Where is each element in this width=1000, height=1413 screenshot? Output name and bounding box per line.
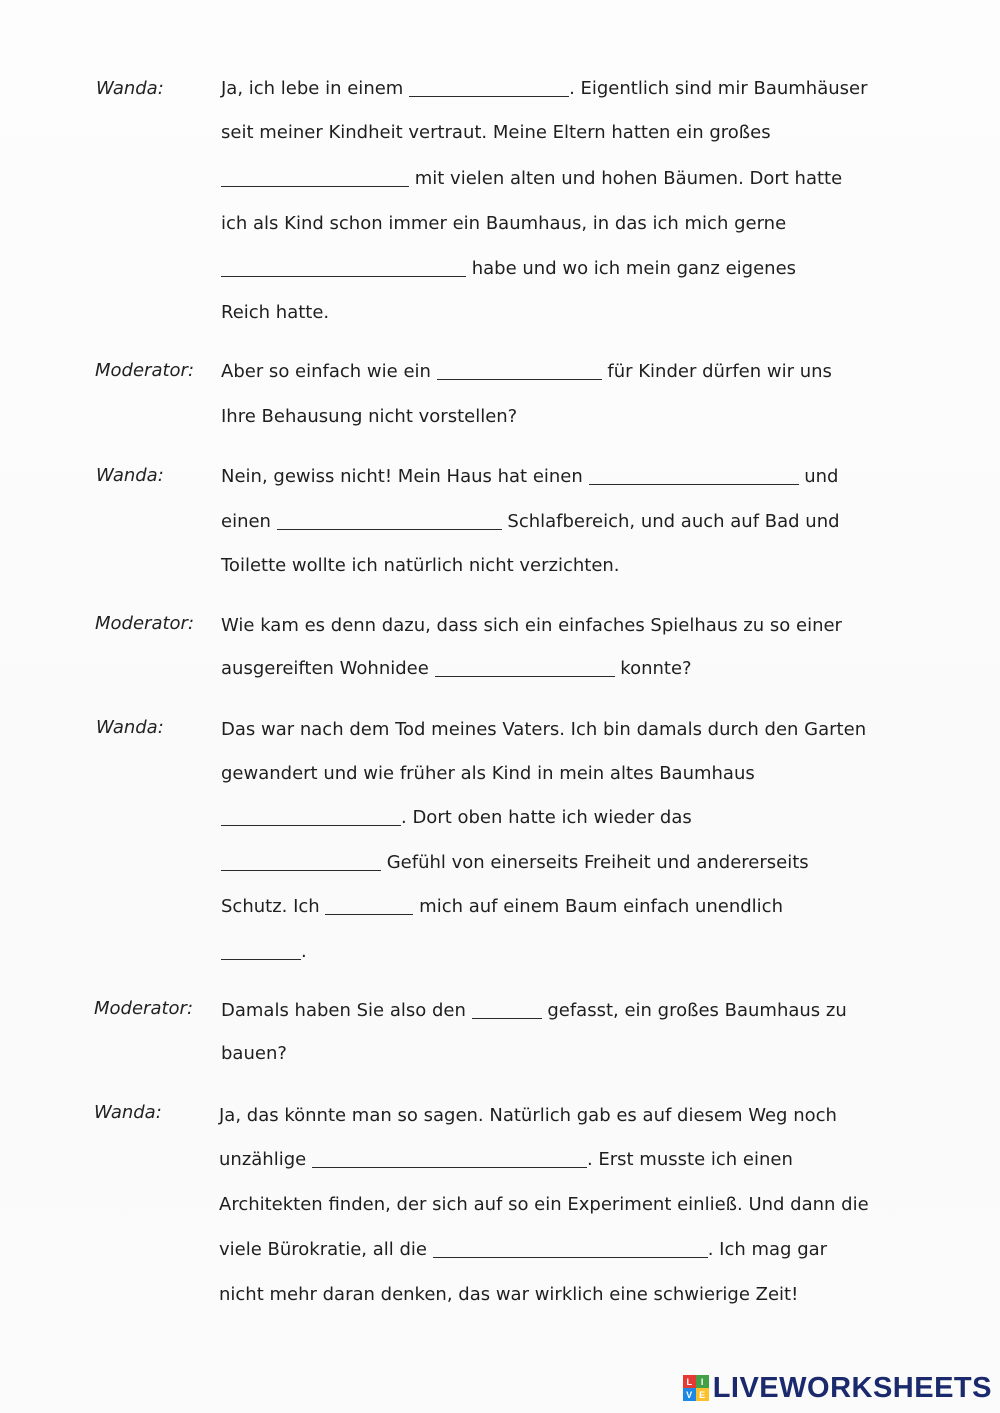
answer-blank[interactable] [221, 941, 301, 960]
line-text: . Dort oben hatte ich wieder das [401, 807, 692, 828]
speaker-label: Wanda: [96, 465, 164, 486]
line-text: Architekten finden, der sich auf so ein Experiment einließ. Und dann die [219, 1194, 869, 1215]
dialogue-line [221, 405, 517, 429]
answer-blank[interactable] [435, 658, 615, 677]
answer-blank[interactable] [437, 361, 602, 380]
line-text: für Kinder dürfen wir uns [601, 361, 832, 382]
logo-letter: I [696, 1375, 709, 1388]
answer-blank[interactable] [472, 1000, 542, 1019]
dialogue-line [221, 360, 832, 384]
answer-blank[interactable] [409, 78, 569, 97]
dialogue-line [219, 1238, 827, 1262]
logo-letter: E [696, 1388, 709, 1401]
dialogue-line [219, 1283, 798, 1307]
dialogue-line [219, 1104, 837, 1128]
logo-letter: V [683, 1388, 696, 1401]
dialogue-line [221, 851, 809, 875]
line-text: und [798, 466, 839, 487]
line-text: mich auf einem Baum einfach unendlich [413, 896, 783, 917]
answer-blank[interactable] [221, 852, 381, 871]
line-text: gewandert und wie früher als Kind in mein altes Baumhaus [221, 763, 755, 784]
line-text: gefasst, ein großes Baumhaus zu [541, 1000, 847, 1021]
logo-letter: L [683, 1375, 696, 1388]
line-text: bauen? [221, 1043, 287, 1064]
answer-blank[interactable] [433, 1239, 708, 1258]
dialogue-line [221, 465, 838, 489]
line-text: unzählige [219, 1149, 312, 1170]
line-text: Ja, ich lebe in einem [221, 78, 410, 99]
dialogue-line [219, 1148, 793, 1172]
answer-blank[interactable] [589, 466, 799, 485]
dialogue-line [221, 940, 307, 964]
line-text: . Ich mag gar [707, 1239, 828, 1260]
line-text: Ja, das könnte man so sagen. Natürlich gab es auf diesem Weg noch [219, 1105, 837, 1126]
dialogue-line [221, 614, 842, 638]
line-text: . [301, 941, 307, 962]
dialogue-line [221, 895, 783, 919]
answer-blank[interactable] [221, 258, 466, 277]
line-text: habe und wo ich mein ganz eigenes [466, 258, 797, 279]
line-text: Wie kam es denn dazu, dass sich ein einfaches Spielhaus zu so einer [221, 615, 842, 636]
line-text: seit meiner Kindheit vertraut. Meine Eltern hatten ein großes [221, 122, 771, 143]
dialogue-line [221, 762, 755, 786]
line-text: Reich hatte. [221, 302, 330, 323]
line-text: ich als Kind schon immer ein Baumhaus, in das ich mich gerne [221, 213, 787, 234]
dialogue-line [221, 77, 868, 101]
speaker-label: Wanda: [96, 717, 164, 738]
speaker-label: Wanda: [96, 78, 164, 99]
line-text: . Eigentlich sind mir Baumhäuser [569, 78, 868, 99]
dialogue-line [221, 167, 842, 191]
line-text: Das war nach dem Tod meines Vaters. Ich bin damals durch den Garten [221, 719, 867, 740]
answer-blank[interactable] [325, 896, 413, 915]
dialogue-line [221, 121, 771, 145]
speaker-label: Moderator: [94, 998, 194, 1019]
line-text: Aber so einfach wie ein [221, 361, 437, 382]
answer-blank[interactable] [277, 511, 502, 530]
dialogue-line [221, 999, 847, 1023]
line-text: einen [221, 511, 277, 532]
dialogue-line [221, 718, 866, 742]
line-text: konnte? [614, 658, 692, 679]
brand-name: LIVEWORKSHEETS [712, 1371, 992, 1404]
dialogue-line [221, 257, 796, 281]
line-text: Nein, gewiss nicht! Mein Haus hat einen [221, 466, 589, 487]
speaker-label: Moderator: [95, 360, 195, 381]
line-text: Ihre Behausung nicht vorstellen? [221, 406, 518, 427]
line-text: . Erst musste ich einen [586, 1149, 793, 1170]
line-text: Gefühl von einerseits Freiheit und andererseits [381, 852, 809, 873]
line-text: nicht mehr daran denken, das war wirklich eine schwierige Zeit! [219, 1284, 799, 1305]
line-text: viele Bürokratie, all die [219, 1239, 433, 1260]
line-text: mit vielen alten und hohen Bäumen. Dort hatte [409, 168, 843, 189]
answer-blank[interactable] [312, 1149, 587, 1168]
liveworksheets-logo-icon [683, 1375, 709, 1401]
speaker-label: Wanda: [94, 1102, 162, 1123]
dialogue-line [221, 212, 786, 236]
dialogue-line [219, 1193, 869, 1217]
dialogue-line [221, 657, 692, 681]
answer-blank[interactable] [221, 168, 409, 187]
answer-blank[interactable] [221, 807, 401, 826]
dialogue-line [221, 510, 840, 534]
dialogue-line [221, 1042, 287, 1066]
dialogue-line [221, 301, 329, 325]
dialogue-line [221, 806, 692, 830]
line-text: Damals haben Sie also den [221, 1000, 472, 1021]
line-text: ausgereiften Wohnidee [221, 658, 435, 679]
speaker-label: Moderator: [95, 613, 195, 634]
line-text: Toilette wollte ich natürlich nicht verzichten. [221, 555, 620, 576]
line-text: Schlafbereich, und auch auf Bad und [501, 511, 840, 532]
line-text: Schutz. Ich [221, 896, 326, 917]
dialogue-line [221, 554, 620, 578]
liveworksheets-brand[interactable] [683, 1371, 992, 1405]
